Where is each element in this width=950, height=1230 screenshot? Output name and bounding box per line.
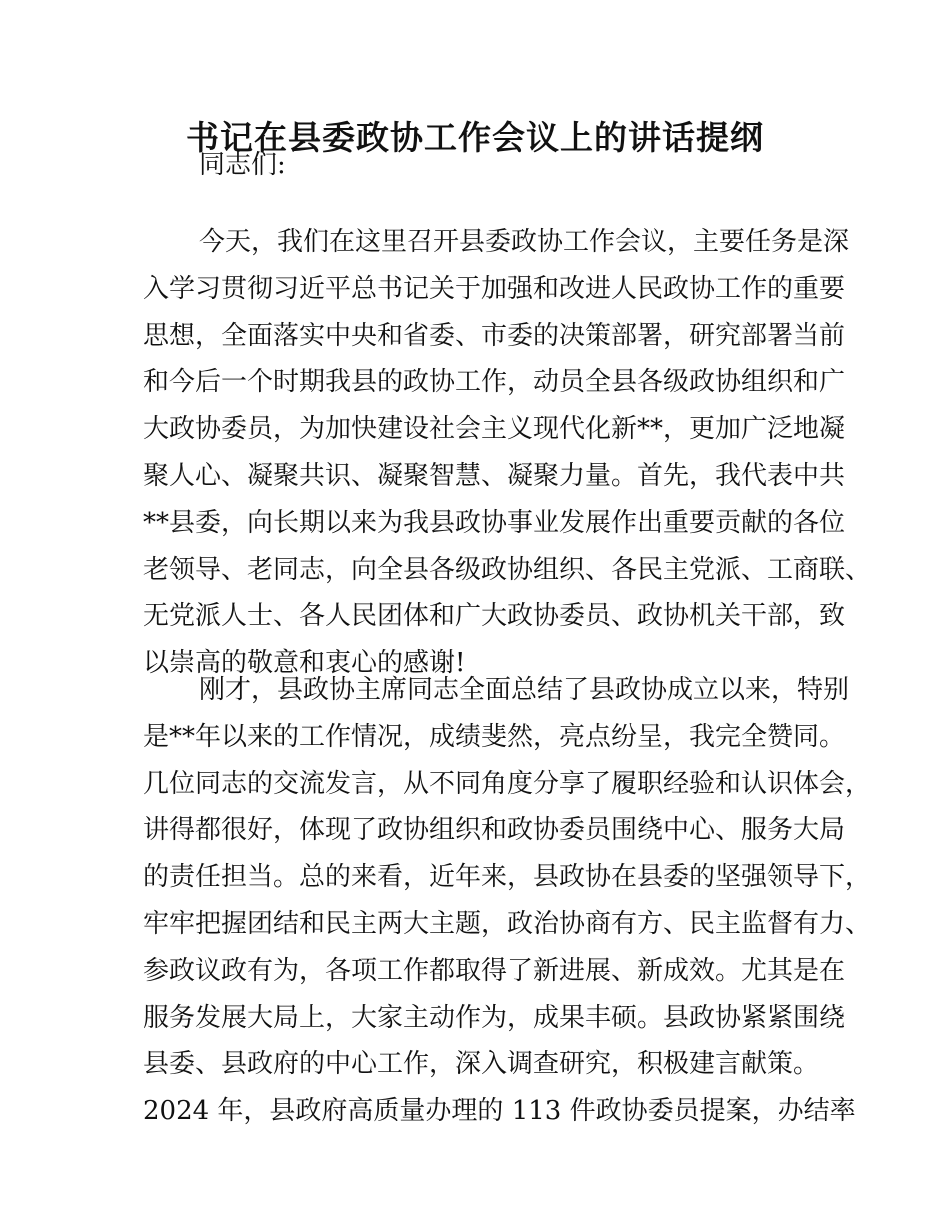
paragraph-1-line: 老领导、老同志，向全县各级政协组织、各民主党派、工商联、 <box>143 554 872 585</box>
paragraph-1-line: 无党派人士、各人民团体和广大政协委员、政协机关干部，致 <box>143 601 846 632</box>
paragraph-2-line: 几位同志的交流发言，从不同角度分享了履职经验和认识体会， <box>143 768 872 799</box>
paragraph-1-line: 思想，全面落实中央和省委、市委的决策部署，研究部署当前 <box>143 320 846 351</box>
paragraph-1-line: 聚人心、凝聚共识、凝聚智慧、凝聚力量。首先，我代表中共 <box>143 461 846 491</box>
paragraph-2-line: 的责任担当。总的来看，近年来，县政协在县委的坚强领导下， <box>143 862 872 893</box>
paragraph-1-line: 入学习贯彻习近平总书记关于加强和改进人民政协工作的重要 <box>143 273 846 304</box>
paragraph-2-line: 是**年以来的工作情况，成绩斐然，亮点纷呈，我完全赞同。 <box>143 721 846 752</box>
paragraph-2-line: 刚才，县政协主席同志全面总结了县政协成立以来，特别 <box>199 675 850 705</box>
paragraph-1-line: 以崇高的敬意和衷心的感谢! <box>143 648 466 679</box>
paragraph-1-line: 今天，我们在这里召开县委政协工作会议，主要任务是深 <box>199 227 850 257</box>
paragraph-2-line: 服务发展大局上，大家主动作为，成果丰硕。县政协紧紧围绕 <box>143 1002 846 1033</box>
salutation: 同志们: <box>199 150 286 180</box>
paragraph-2-line: 2024 年，县政府高质量办理的 113 件政协委员提案，办结率 <box>143 1096 856 1127</box>
paragraph-1-line: **县委，向长期以来为我县政协事业发展作出重要贡献的各位 <box>143 507 846 538</box>
paragraph-2-line: 参政议政有为，各项工作都取得了新进展、新成效。尤其是在 <box>143 955 846 986</box>
document-title: 书记在县委政协工作会议上的讲话提纲 <box>186 118 764 157</box>
paragraph-2-line: 县委、县政府的中心工作，深入调查研究，积极建言献策。 <box>143 1049 820 1080</box>
paragraph-1-line: 和今后一个时期我县的政协工作，动员全县各级政协组织和广 <box>143 367 846 398</box>
paragraph-1-line: 大政协委员，为加快建设社会主义现代化新**，更加广泛地凝 <box>143 414 846 445</box>
paragraph-2-line: 牢牢把握团结和民主两大主题，政治协商有方、民主监督有力、 <box>143 909 872 939</box>
paragraph-2-line: 讲得都很好，体现了政协组织和政协委员围绕中心、服务大局 <box>143 815 846 846</box>
